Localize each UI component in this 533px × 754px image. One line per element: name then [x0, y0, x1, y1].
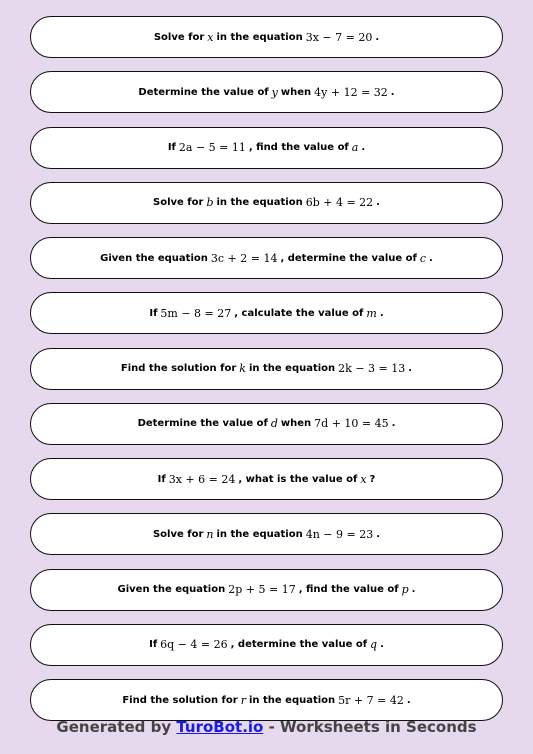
variable: x — [207, 30, 214, 44]
question-text: . — [375, 31, 380, 43]
equation: 2p + 5 = 17 — [228, 583, 296, 596]
question-text: in the equation — [248, 694, 336, 706]
question-box — [30, 513, 503, 555]
question-box — [30, 71, 503, 113]
question-text: Determine the value of — [137, 418, 268, 430]
question-box — [30, 624, 503, 666]
variable: d — [270, 417, 278, 431]
variable: q — [370, 638, 378, 652]
equation: 3c + 2 = 14 — [210, 251, 278, 265]
variable: b — [206, 196, 214, 210]
question-text: . — [361, 142, 366, 153]
question-box — [30, 348, 503, 390]
question-text: Solve for — [152, 528, 204, 540]
variable: x — [360, 472, 367, 486]
equation: 2k − 3 = 13 — [338, 362, 406, 375]
equation: 2a − 5 = 11 — [178, 141, 246, 154]
question-box — [30, 16, 503, 58]
question-box — [30, 458, 503, 500]
question-text: ? — [369, 473, 376, 485]
question-box — [30, 403, 503, 445]
question-text: , determine the value of — [280, 252, 417, 264]
question-text: . — [390, 86, 395, 98]
question-box — [30, 679, 503, 721]
equation: 4y + 12 = 32 — [314, 85, 388, 99]
variable: n — [206, 527, 214, 541]
question-text: If — [167, 142, 176, 153]
question-text: If — [149, 307, 158, 319]
equation: 6q − 4 = 26 — [160, 638, 228, 652]
equation: 3x + 6 = 24 — [168, 472, 236, 486]
question-text: , what is the value of — [238, 473, 358, 485]
question-text: . — [411, 584, 416, 595]
question-text: Find the solution for — [122, 694, 238, 706]
footer — [0, 718, 533, 736]
question-text: Given the equation — [100, 252, 208, 264]
equation: 3x − 7 = 20 — [305, 30, 373, 44]
question-text: when — [280, 86, 312, 98]
question-text: Solve for — [153, 31, 205, 43]
footer-prefix: Generated by — [56, 718, 177, 736]
question-text: , find the value of — [298, 584, 399, 595]
variable: k — [239, 362, 246, 375]
question-text: in the equation — [216, 197, 303, 209]
question-text: Solve for — [153, 197, 204, 209]
footer-suffix: - Worksheets in Seconds — [263, 718, 477, 736]
question-box — [30, 182, 503, 224]
equation: 5r + 7 = 42 — [338, 693, 404, 707]
variable: c — [419, 251, 427, 265]
variable: y — [271, 85, 278, 99]
question-text: Determine the value of — [138, 86, 269, 98]
question-text: Given the equation — [117, 584, 226, 595]
question-text: . — [406, 694, 411, 706]
turobot-link[interactable]: TuroBot.io — [176, 718, 264, 736]
variable: m — [366, 306, 377, 320]
variable: r — [240, 693, 246, 707]
equation: 5m − 8 = 27 — [160, 306, 232, 320]
question-text: in the equation — [248, 363, 336, 374]
question-text: when — [280, 418, 312, 430]
question-list — [30, 16, 503, 734]
question-text: . — [380, 639, 384, 651]
question-text: . — [429, 252, 433, 264]
question-box — [30, 569, 503, 611]
question-text: Find the solution for — [120, 363, 237, 374]
variable: a — [351, 141, 359, 154]
question-box — [30, 292, 503, 334]
question-box — [30, 127, 503, 169]
question-text: . — [376, 197, 380, 209]
question-text: . — [379, 307, 384, 319]
question-text: , find the value of — [248, 142, 349, 153]
question-text: If — [149, 639, 158, 651]
question-text: . — [376, 528, 381, 540]
question-text: . — [408, 363, 413, 374]
equation: 4n − 9 = 23 — [305, 527, 374, 541]
question-text: If — [157, 473, 166, 485]
variable: p — [401, 583, 409, 596]
question-text: in the equation — [216, 31, 303, 43]
question-text: , determine the value of — [230, 639, 368, 651]
question-text: , calculate the value of — [234, 307, 364, 319]
equation: 6b + 4 = 22 — [305, 196, 374, 210]
question-text: . — [391, 418, 396, 430]
equation: 7d + 10 = 45 — [314, 417, 389, 431]
question-box — [30, 237, 503, 279]
question-text: in the equation — [216, 528, 303, 540]
